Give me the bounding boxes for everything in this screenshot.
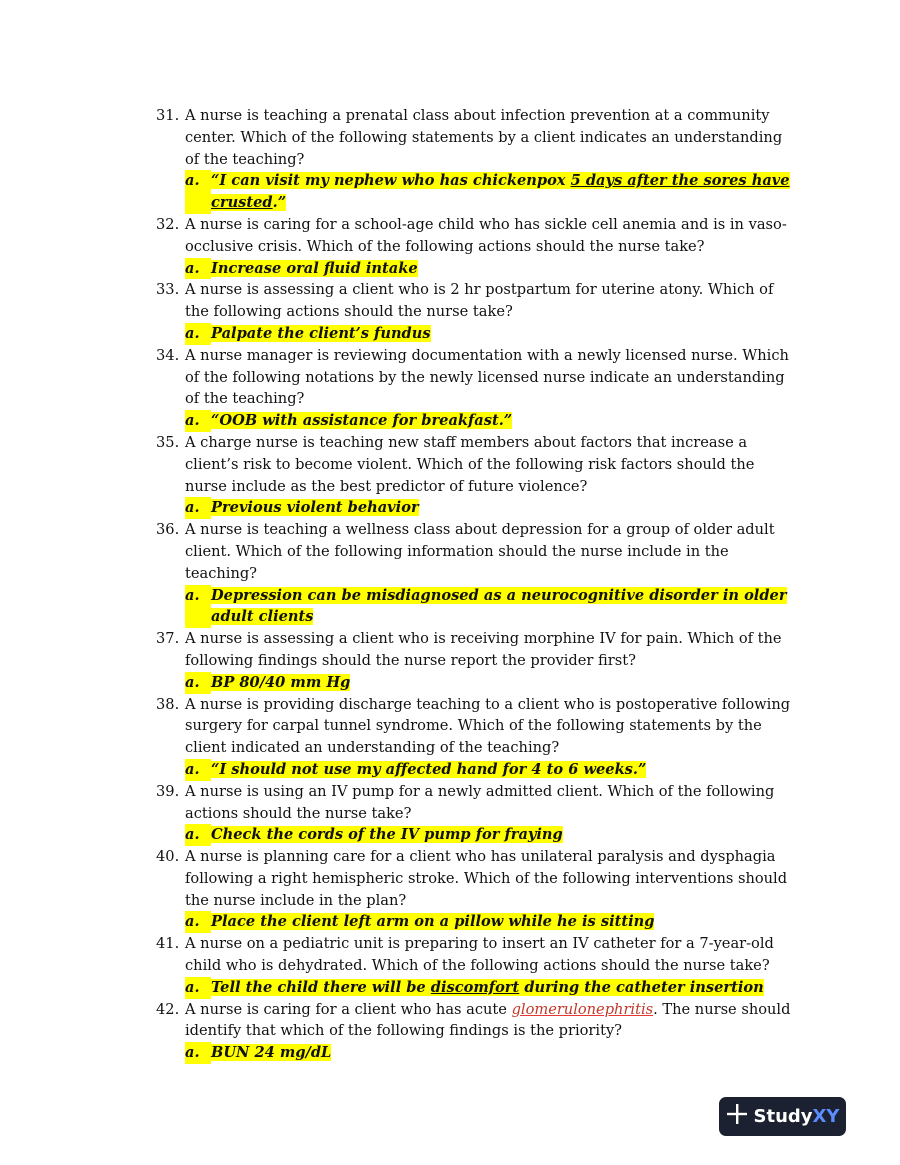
answer-text: Palpate the client’s fundus	[211, 324, 431, 342]
answer-underlined-text: discomfort	[430, 978, 520, 996]
question-number: 38.	[156, 695, 180, 713]
question-text: A nurse is teaching a wellness class about depression for a group of older adult client. Which of the following information should the nurse include in the teaching?	[185, 521, 775, 582]
question-33	[156, 279, 796, 323]
question-text: A nurse is assessing a client who is 2 hr postpartum for uterine atony. Which of the following actions should the nurse take?	[185, 281, 774, 321]
question-text: A nurse is caring for a client who has acute	[185, 1000, 512, 1018]
question-41	[156, 933, 796, 977]
logo-text: Study	[753, 1106, 813, 1127]
answer-39	[185, 824, 796, 846]
question-number: 31.	[156, 107, 180, 124]
answer-text: BUN 24 mg/dL	[211, 1044, 332, 1062]
question-text: A nurse is providing discharge teaching to a client who is postoperative following surgery for carpal tunnel syndrome. Which of the following statements by the client indicated an understanding of the teaching?	[185, 695, 791, 757]
question-text: A nurse is assessing a client who is receiving morphine IV for pain. Which of the following findings should the nurse report the provider first?	[185, 630, 782, 669]
answer-text: Previous violent behavior	[211, 499, 419, 517]
studyxy-logo[interactable]	[719, 1097, 846, 1136]
question-text: A nurse is planning care for a client who has unilateral paralysis and dysphagia following a right hemispheric stroke. Which of the following interventions should the nurse include in the plan?	[185, 848, 788, 909]
answer-text: “I can visit my nephew who has chickenpox	[211, 172, 571, 190]
answer-34	[185, 410, 796, 432]
question-number: 42.	[156, 1000, 180, 1018]
answer-label: a.	[185, 170, 211, 214]
question-42	[156, 999, 796, 1043]
answer-31	[185, 170, 796, 214]
answer-label: a.	[185, 258, 211, 280]
question-35	[156, 432, 796, 497]
document-body	[156, 105, 796, 1064]
answer-33	[185, 323, 796, 345]
answer-text: Tell the child there will be	[211, 978, 431, 996]
question-text: A nurse manager is reviewing documentation with a newly licensed nurse. Which of the following notations by the newly licensed nurse indicate an understanding of the teaching?	[185, 346, 789, 408]
question-number: 36.	[156, 521, 180, 539]
question-text: A nurse is teaching a prenatal class about infection prevention at a community center. Which of the following statements by a client indicates an understanding of the teaching?	[185, 107, 783, 168]
misspelled-word: glomerulonephritis	[511, 1000, 654, 1018]
question-32	[156, 214, 796, 258]
answer-text: “I should not use my affected hand for 4 to 6 weeks.”	[211, 760, 647, 778]
question-text: A charge nurse is teaching new staff members about factors that increase a client’s risk to become violent. Which of the following risk factors should the nurse include as the best predictor of future violence?	[185, 433, 755, 495]
plus-icon	[726, 1103, 754, 1130]
answer-label: a.	[185, 824, 211, 846]
question-number: 37.	[156, 630, 180, 648]
answer-38	[185, 759, 796, 781]
answer-label: a.	[185, 759, 211, 781]
answer-underlined-text: 5 days after the sores have crusted	[211, 172, 790, 212]
question-number: 41.	[156, 935, 180, 953]
question-31	[156, 105, 796, 170]
answer-label: a.	[185, 911, 211, 933]
answer-label: a.	[185, 323, 211, 345]
answer-text: Check the cords of the IV pump for fraying	[211, 826, 563, 844]
question-number: 40.	[156, 848, 180, 866]
question-34	[156, 345, 796, 410]
answer-text: Increase oral fluid intake	[211, 259, 418, 277]
question-text: A nurse on a pediatric unit is preparing to insert an IV catheter for a 7-year-old child who is dehydrated. Which of the following actions should the nurse take?	[185, 935, 774, 975]
question-40	[156, 846, 796, 911]
question-text-end: . The nurse should identify that which of the following findings is the priority?	[185, 1000, 791, 1040]
answer-35	[185, 497, 796, 519]
answer-label: a.	[185, 497, 211, 519]
question-37	[156, 628, 796, 672]
answer-text: BP 80/40 mm Hg	[211, 673, 351, 691]
question-39	[156, 781, 796, 825]
answer-37	[185, 672, 796, 694]
answer-text-end: .”	[272, 194, 287, 212]
answer-40	[185, 911, 796, 933]
question-number: 35.	[156, 433, 180, 451]
answer-label: a.	[185, 410, 211, 432]
answer-label: a.	[185, 1042, 211, 1064]
answer-label: a.	[185, 977, 211, 999]
question-number: 33.	[156, 281, 180, 299]
answer-32	[185, 258, 796, 280]
answer-36	[185, 585, 796, 629]
answer-text: Place the client left arm on a pillow while he is sitting	[211, 913, 655, 931]
answer-label: a.	[185, 672, 211, 694]
question-38	[156, 694, 796, 759]
answer-text-end: during the catheter insertion	[519, 978, 764, 996]
answer-41	[185, 977, 796, 999]
answer-42	[185, 1042, 796, 1064]
question-text: A nurse is using an IV pump for a newly admitted client. Which of the following actions should the nurse take?	[185, 782, 775, 822]
question-number: 32.	[156, 215, 180, 233]
answer-text: “OOB with assistance for breakfast.”	[211, 412, 513, 430]
logo-text-accent: XY	[812, 1106, 840, 1127]
question-36	[156, 519, 796, 584]
question-number: 34.	[156, 346, 180, 364]
answer-text: Depression can be misdiagnosed as a neurocognitive disorder in older adult clients	[211, 586, 787, 626]
question-text: A nurse is caring for a school-age child who has sickle cell anemia and is in vaso-occlusive crisis. Which of the following actions should the nurse take?	[185, 215, 787, 255]
question-number: 39.	[156, 782, 180, 800]
answer-label: a.	[185, 585, 211, 629]
